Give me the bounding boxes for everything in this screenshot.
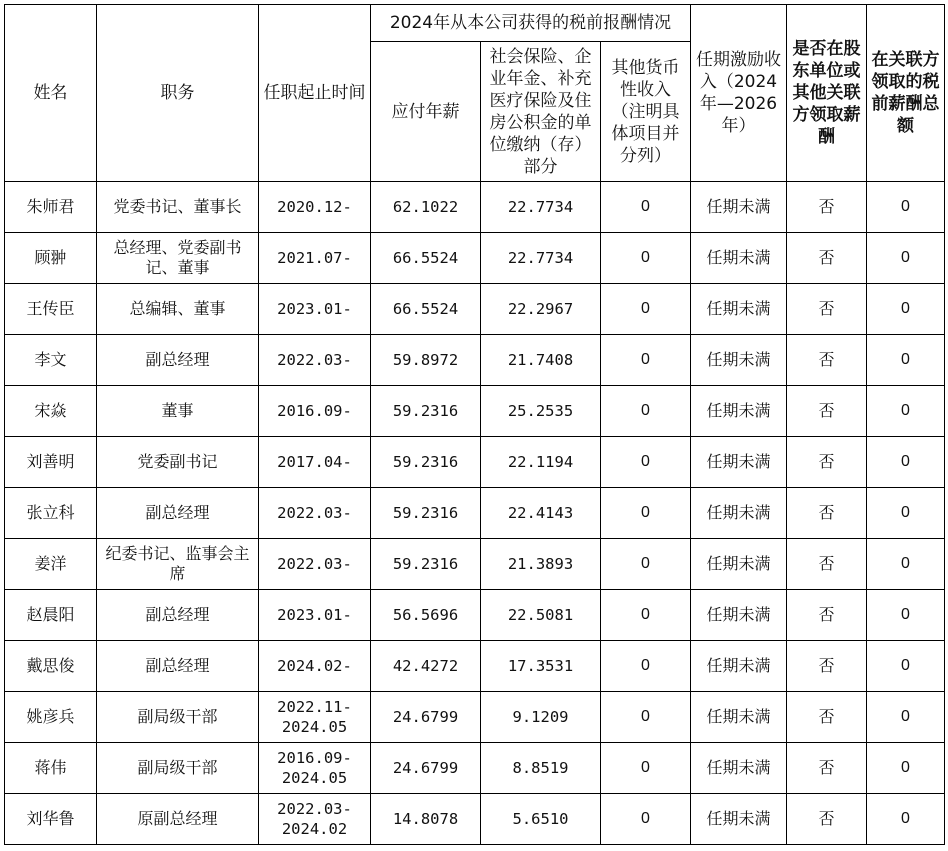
cell-incentive: 任期未满 (691, 539, 787, 590)
cell-insurance: 22.1194 (481, 437, 601, 488)
cell-related-paid: 否 (787, 743, 867, 794)
cell-related-total: 0 (867, 743, 945, 794)
cell-other-income: 0 (601, 437, 691, 488)
table-row (5, 386, 945, 437)
cell-name: 王传臣 (5, 284, 97, 335)
cell-related-paid: 否 (787, 233, 867, 284)
header-insurance: 社会保险、企业年金、补充医疗保险及住房公积金的单位缴纳（存）部分 (481, 42, 601, 182)
cell-position: 纪委书记、监事会主席 (97, 539, 259, 590)
cell-position: 原副总经理 (97, 794, 259, 845)
header-related-paid: 是否在股东单位或其他关联方领取薪酬 (787, 5, 867, 182)
cell-position: 副局级干部 (97, 743, 259, 794)
cell-related-total: 0 (867, 284, 945, 335)
cell-salary: 59.2316 (371, 488, 481, 539)
cell-salary: 14.8078 (371, 794, 481, 845)
cell-position: 副总经理 (97, 641, 259, 692)
cell-other-income: 0 (601, 182, 691, 233)
cell-name: 顾翀 (5, 233, 97, 284)
cell-position: 董事 (97, 386, 259, 437)
cell-salary: 66.5524 (371, 233, 481, 284)
table-row (5, 437, 945, 488)
cell-insurance: 22.5081 (481, 590, 601, 641)
cell-related-paid: 否 (787, 641, 867, 692)
cell-related-total: 0 (867, 182, 945, 233)
cell-related-total: 0 (867, 692, 945, 743)
cell-name: 张立科 (5, 488, 97, 539)
cell-incentive: 任期未满 (691, 233, 787, 284)
header-term: 任职起止时间 (259, 5, 371, 182)
cell-insurance: 8.8519 (481, 743, 601, 794)
cell-related-total: 0 (867, 794, 945, 845)
cell-name: 蒋伟 (5, 743, 97, 794)
cell-other-income: 0 (601, 386, 691, 437)
cell-other-income: 0 (601, 692, 691, 743)
cell-related-paid: 否 (787, 794, 867, 845)
cell-position: 党委副书记 (97, 437, 259, 488)
header-other-income: 其他货币性收入（注明具体项目并分列） (601, 42, 691, 182)
cell-insurance: 25.2535 (481, 386, 601, 437)
cell-other-income: 0 (601, 335, 691, 386)
cell-other-income: 0 (601, 539, 691, 590)
cell-position: 党委书记、董事长 (97, 182, 259, 233)
cell-related-total: 0 (867, 641, 945, 692)
cell-incentive: 任期未满 (691, 182, 787, 233)
cell-term: 2021.07- (259, 233, 371, 284)
cell-salary: 59.2316 (371, 437, 481, 488)
cell-related-paid: 否 (787, 437, 867, 488)
cell-related-total: 0 (867, 488, 945, 539)
cell-related-total: 0 (867, 386, 945, 437)
cell-insurance: 22.2967 (481, 284, 601, 335)
cell-name: 李文 (5, 335, 97, 386)
cell-related-paid: 否 (787, 539, 867, 590)
cell-salary: 56.5696 (371, 590, 481, 641)
cell-insurance: 21.3893 (481, 539, 601, 590)
table-row (5, 590, 945, 641)
cell-term: 2020.12- (259, 182, 371, 233)
cell-incentive: 任期未满 (691, 437, 787, 488)
cell-salary: 24.6799 (371, 692, 481, 743)
header-salary: 应付年薪 (371, 42, 481, 182)
cell-salary: 59.2316 (371, 386, 481, 437)
cell-other-income: 0 (601, 794, 691, 845)
table-row (5, 743, 945, 794)
cell-insurance: 22.7734 (481, 182, 601, 233)
cell-incentive: 任期未满 (691, 335, 787, 386)
cell-other-income: 0 (601, 488, 691, 539)
cell-insurance: 17.3531 (481, 641, 601, 692)
cell-insurance: 5.6510 (481, 794, 601, 845)
cell-name: 朱师君 (5, 182, 97, 233)
cell-position: 副总经理 (97, 590, 259, 641)
cell-position: 副总经理 (97, 488, 259, 539)
header-group-title: 2024年从本公司获得的税前报酬情况 (371, 5, 691, 42)
table-row (5, 335, 945, 386)
table-row (5, 794, 945, 845)
cell-name: 姜洋 (5, 539, 97, 590)
cell-term: 2022.03- (259, 488, 371, 539)
header-incentive: 任期激励收入（2024年—2026年） (691, 5, 787, 182)
cell-salary: 42.4272 (371, 641, 481, 692)
cell-incentive: 任期未满 (691, 590, 787, 641)
cell-incentive: 任期未满 (691, 794, 787, 845)
cell-salary: 59.8972 (371, 335, 481, 386)
cell-related-paid: 否 (787, 488, 867, 539)
cell-term: 2022.11-2024.05 (259, 692, 371, 743)
cell-other-income: 0 (601, 590, 691, 641)
cell-insurance: 9.1209 (481, 692, 601, 743)
table-row (5, 233, 945, 284)
compensation-table (4, 4, 945, 845)
cell-related-paid: 否 (787, 590, 867, 641)
cell-salary: 62.1022 (371, 182, 481, 233)
cell-related-paid: 否 (787, 284, 867, 335)
table-row (5, 539, 945, 590)
cell-term: 2024.02- (259, 641, 371, 692)
cell-term: 2023.01- (259, 590, 371, 641)
cell-incentive: 任期未满 (691, 692, 787, 743)
cell-term: 2022.03-2024.02 (259, 794, 371, 845)
cell-name: 戴思俊 (5, 641, 97, 692)
header-name: 姓名 (5, 5, 97, 182)
cell-term: 2017.04- (259, 437, 371, 488)
table-row (5, 182, 945, 233)
cell-related-paid: 否 (787, 692, 867, 743)
cell-incentive: 任期未满 (691, 743, 787, 794)
cell-term: 2022.03- (259, 335, 371, 386)
cell-other-income: 0 (601, 743, 691, 794)
cell-incentive: 任期未满 (691, 284, 787, 335)
cell-insurance: 21.7408 (481, 335, 601, 386)
cell-position: 总经理、党委副书记、董事 (97, 233, 259, 284)
cell-name: 宋焱 (5, 386, 97, 437)
cell-related-total: 0 (867, 233, 945, 284)
cell-insurance: 22.4143 (481, 488, 601, 539)
cell-incentive: 任期未满 (691, 488, 787, 539)
header-position: 职务 (97, 5, 259, 182)
cell-position: 总编辑、董事 (97, 284, 259, 335)
cell-name: 姚彦兵 (5, 692, 97, 743)
cell-salary: 24.6799 (371, 743, 481, 794)
cell-related-paid: 否 (787, 182, 867, 233)
cell-term: 2016.09-2024.05 (259, 743, 371, 794)
cell-term: 2023.01- (259, 284, 371, 335)
cell-other-income: 0 (601, 233, 691, 284)
table-row (5, 641, 945, 692)
cell-incentive: 任期未满 (691, 386, 787, 437)
cell-term: 2022.03- (259, 539, 371, 590)
table-row (5, 692, 945, 743)
cell-other-income: 0 (601, 641, 691, 692)
table-row (5, 488, 945, 539)
cell-related-total: 0 (867, 590, 945, 641)
cell-position: 副局级干部 (97, 692, 259, 743)
cell-salary: 66.5524 (371, 284, 481, 335)
table-row (5, 284, 945, 335)
cell-name: 刘善明 (5, 437, 97, 488)
cell-related-total: 0 (867, 335, 945, 386)
cell-related-total: 0 (867, 539, 945, 590)
header-related-total: 在关联方领取的税前薪酬总额 (867, 5, 945, 182)
cell-name: 赵晨阳 (5, 590, 97, 641)
cell-related-paid: 否 (787, 386, 867, 437)
cell-insurance: 22.7734 (481, 233, 601, 284)
cell-related-total: 0 (867, 437, 945, 488)
cell-related-paid: 否 (787, 335, 867, 386)
cell-other-income: 0 (601, 284, 691, 335)
cell-term: 2016.09- (259, 386, 371, 437)
cell-salary: 59.2316 (371, 539, 481, 590)
cell-position: 副总经理 (97, 335, 259, 386)
cell-incentive: 任期未满 (691, 641, 787, 692)
cell-name: 刘华鲁 (5, 794, 97, 845)
